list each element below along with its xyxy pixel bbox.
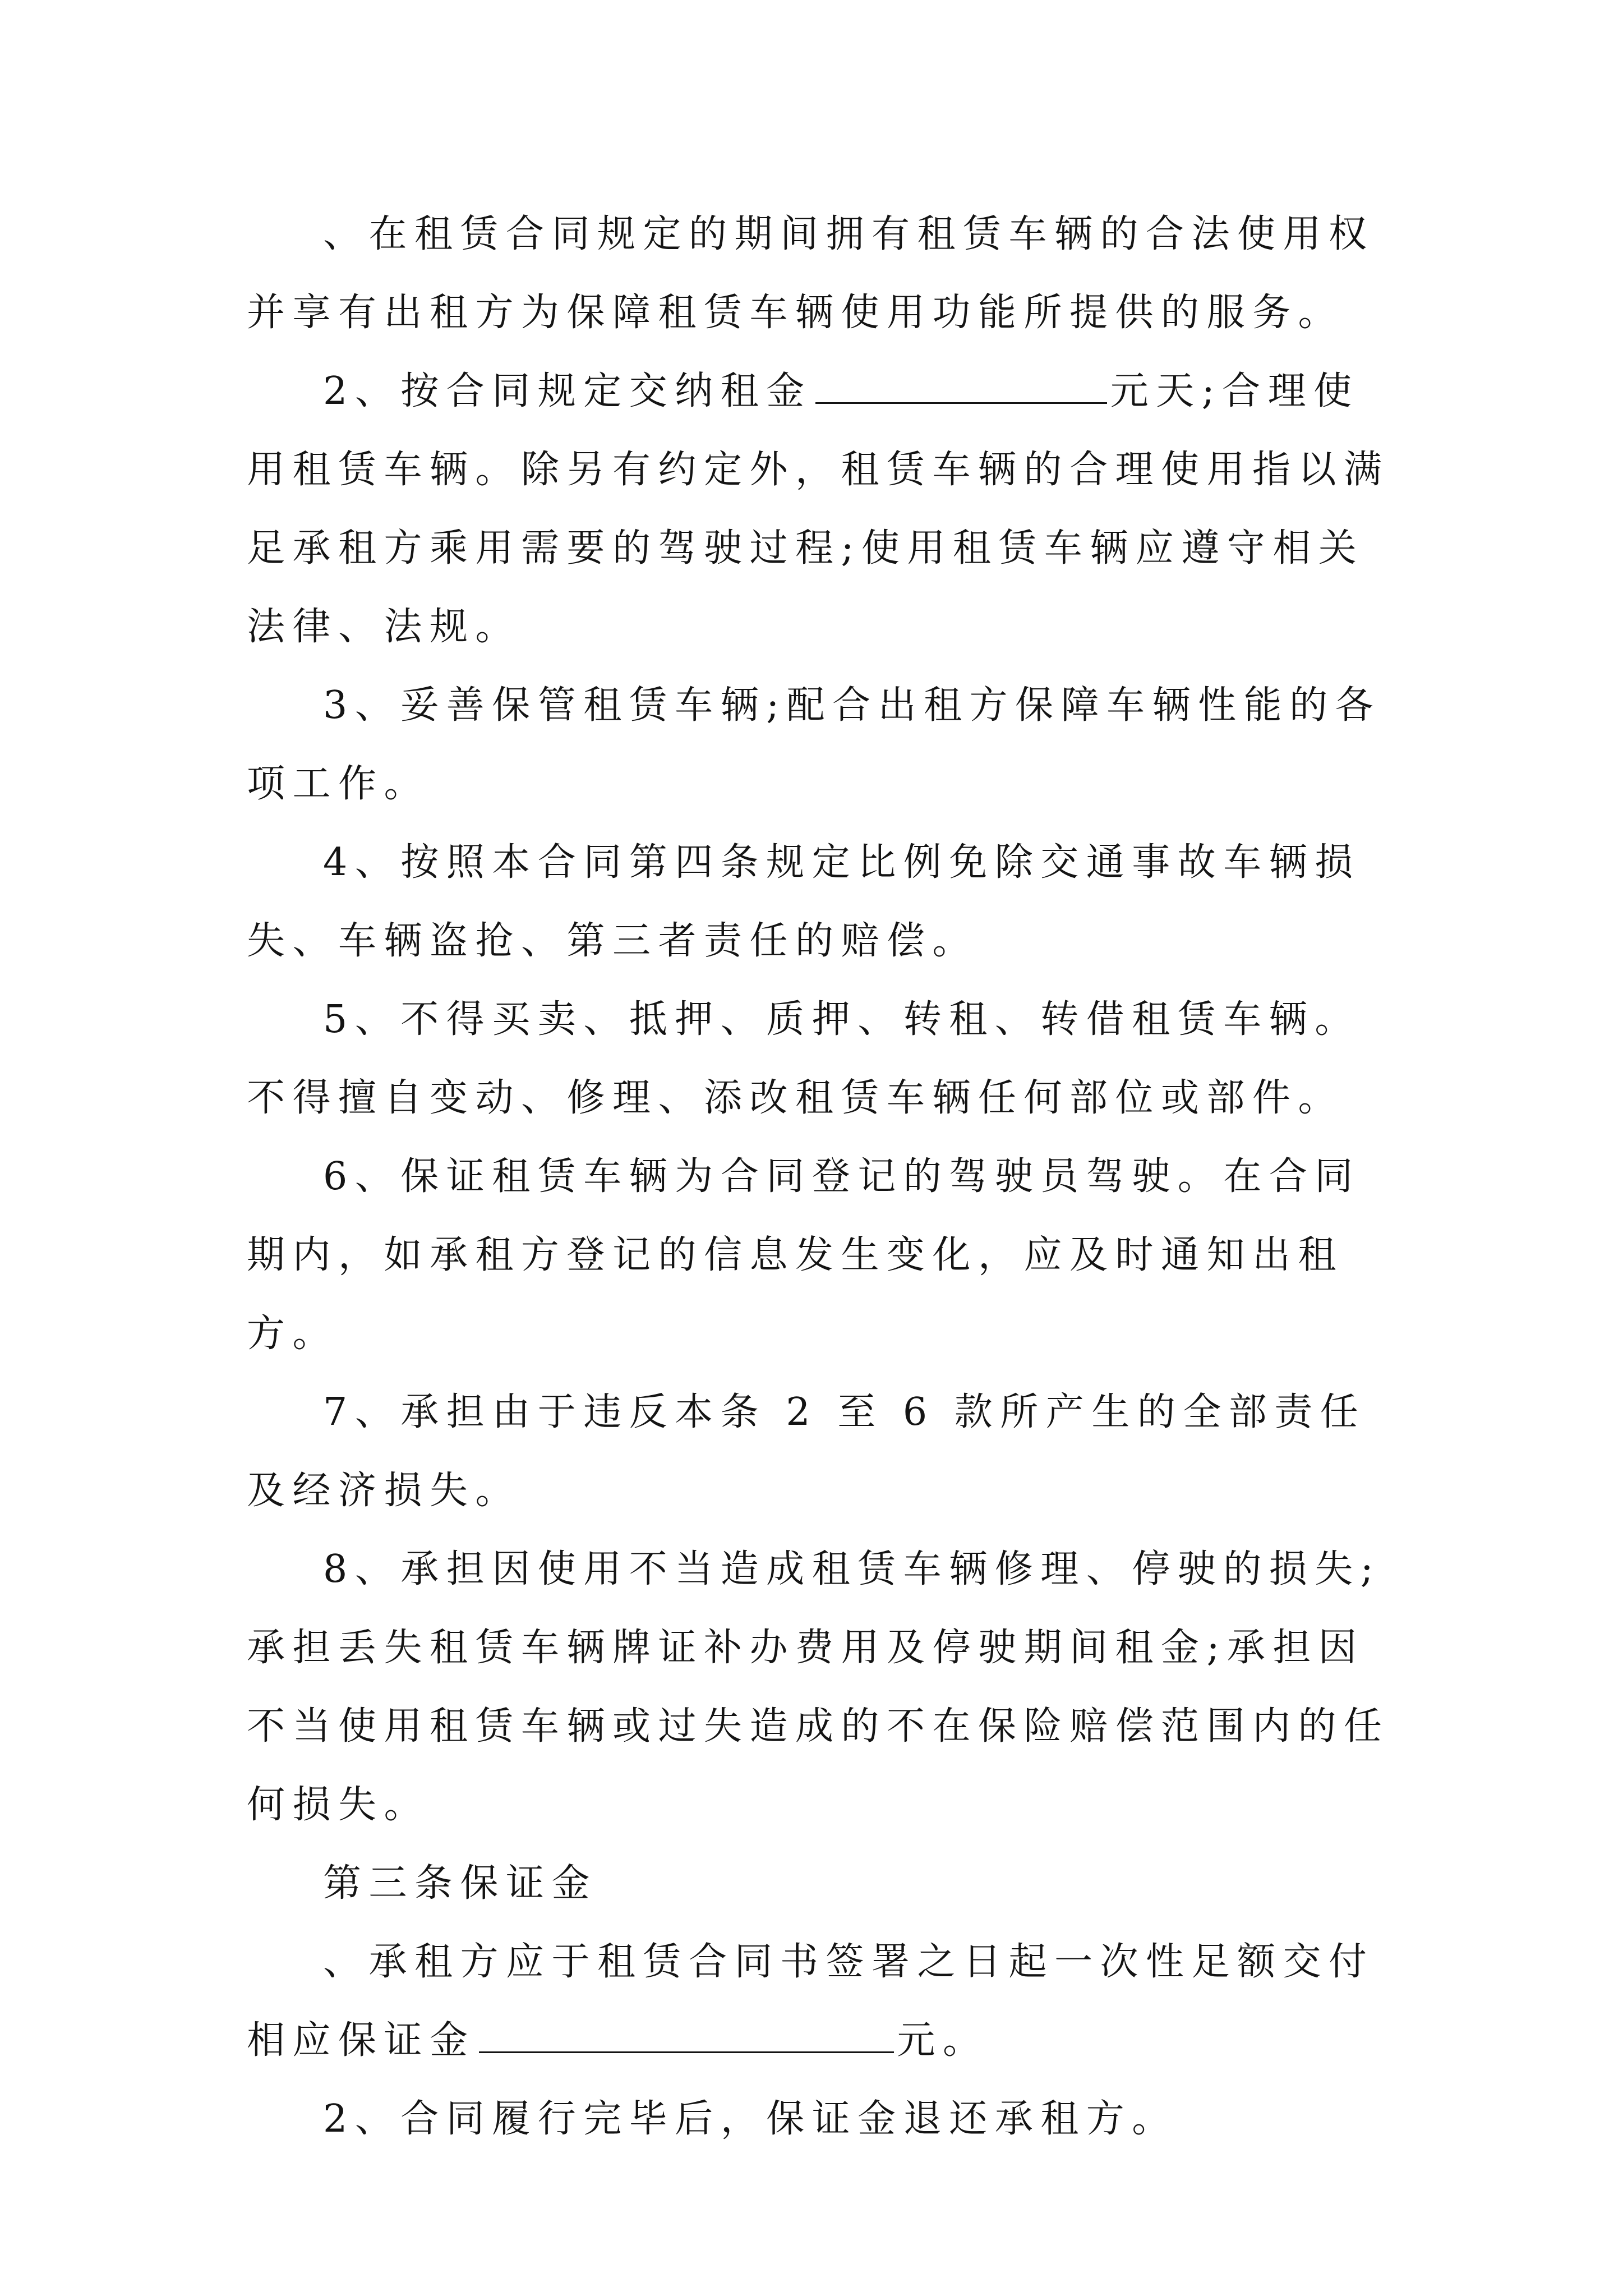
clause-paragraph-4 [247, 823, 1391, 981]
clause-text: 3、妥善保管租赁车辆;配合出租方保障车辆性能的各项工作。 [247, 683, 1381, 806]
clause-paragraph-3 [247, 666, 1391, 823]
clause-text: 8、承担因使用不当造成租赁车辆修理、停驶的损失;承担丢失租赁车辆牌证补办费用及停驶期间租金;承担因不当使用租赁车辆或过失造成的不在保险赔偿范围内的任何损失。 [247, 1547, 1390, 1827]
clause-paragraph-6 [247, 1138, 1391, 1373]
clause-text: 、在租赁合同规定的期间拥有租赁车辆的合法使用权并享有出租方为保障租赁车辆使用功能所提供的服务。 [247, 212, 1375, 335]
deposit-amount-blank [479, 2017, 894, 2053]
clause-paragraph-2 [247, 352, 1391, 666]
deposit-paragraph-1 [247, 1923, 1391, 2080]
clause-paragraph-5 [247, 981, 1391, 1138]
clause-text: 2、按合同规定交纳租金 [323, 369, 812, 413]
deposit-paragraph-2 [247, 2080, 1391, 2159]
clause-text: 2、合同履行完毕后，保证金退还承租方。 [323, 2097, 1178, 2141]
clause-text: 5、不得买卖、抵押、质押、转租、转借租赁车辆。不得擅自变动、修理、添改租赁车辆任何部位或部件。 [247, 997, 1361, 1120]
clause-text: 、承租方应于租赁合同书签署之日起一次性足额交付相应保证金 [247, 1940, 1375, 2063]
rent-amount-blank [815, 367, 1107, 404]
clause-paragraph-1 [247, 195, 1391, 352]
clause-text: 4、按照本合同第四条规定比例免除交通事故车辆损失、车辆盗抢、第三者责任的赔偿。 [247, 840, 1361, 963]
clause-text: 7、承担由于违反本条 2 至 6 款所产生的全部责任及经济损失。 [247, 1390, 1366, 1513]
section-heading-deposit [247, 1844, 1391, 1923]
document-page [247, 195, 1391, 2159]
clause-text: 6、保证租赁车辆为合同登记的驾驶员驾驶。在合同期内，如承租方登记的信息发生变化，应及时通知出租方。 [247, 1154, 1361, 1356]
clause-paragraph-7 [247, 1373, 1391, 1530]
clause-text: 元天;合理使用租赁车辆。除另有约定外，租赁车辆的合理使用指以满足承租方乘用需要的驾驶过程;使用租赁车辆应遵守相关法律、法规。 [247, 369, 1390, 649]
clause-text: 元。 [897, 2018, 989, 2063]
heading-text: 第三条保证金 [323, 1861, 598, 1906]
clause-paragraph-8 [247, 1530, 1391, 1844]
